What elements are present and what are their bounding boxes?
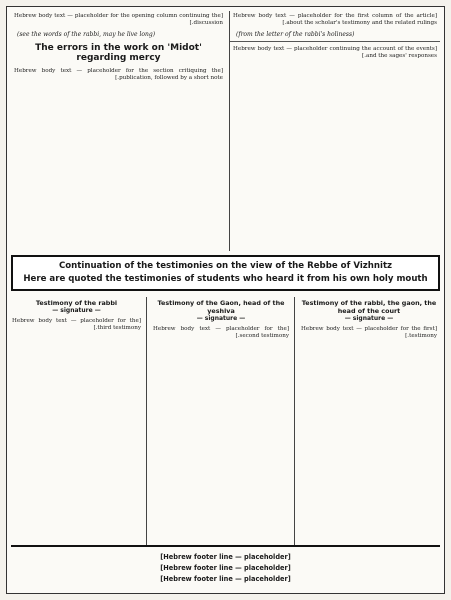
section-heading: The errors in the work on 'Midot' regarding mercy — [35, 42, 202, 63]
testimony-3-heading: Testimony of the rabbi — [35, 299, 118, 307]
banner-line-2: Here are quoted the testimonies of students who heard it from his own holy mouth — [23, 274, 428, 284]
footer-notice — [11, 545, 440, 589]
testimony-column-2 — [150, 297, 292, 545]
banner-line-1: Continuation of the testimonies on the view of the Rebbe of Vizhnitz — [58, 261, 393, 271]
footer-line-2: [Hebrew footer line — placeholder] — [160, 563, 291, 572]
banner-headline — [11, 255, 440, 291]
upper-right-paragraph: [Hebrew body text — placeholder for the first column of the article about the scholar's testimony and the related rulings.] — [231, 13, 437, 27]
column-divider — [229, 11, 230, 251]
testimony-2-heading: Testimony of the Gaon, head of the yeshiva — [157, 299, 285, 315]
column-divider — [146, 297, 147, 545]
column-divider — [294, 297, 295, 545]
testimony-column-3 — [9, 297, 144, 545]
newspaper-page — [6, 6, 445, 594]
testimony-1-text: [Hebrew body text — placeholder for the first testimony.] — [299, 326, 437, 340]
testimony-3-signature: — signature — — [52, 307, 101, 314]
upper-left-paragraph-2: [Hebrew body text — placeholder for the section critiquing the publication, followed by a short note.] — [12, 67, 223, 82]
footer-line-1: [Hebrew footer line — placeholder] — [160, 552, 291, 561]
testimony-3-text: [Hebrew body text — placeholder for the third testimony.] — [10, 318, 141, 332]
testimony-1-heading: Testimony of the rabbi, the gaon, the head of the court — [301, 299, 437, 315]
lower-section — [11, 297, 440, 545]
upper-section — [11, 11, 440, 251]
upper-right-column — [230, 11, 440, 251]
upper-left-caption: (see the words of the rabbi, may he live long) — [17, 30, 156, 38]
upper-right-paragraph-2: [Hebrew body text — placeholder continuing the account of the events and the sages' responses.] — [231, 45, 437, 60]
upper-left-paragraph: [Hebrew body text — placeholder for the opening column continuing the discussion.] — [12, 13, 223, 27]
testimony-2-signature: — signature — — [196, 315, 246, 322]
upper-left-column — [11, 11, 226, 251]
testimony-2-text: [Hebrew body text — placeholder for the second testimony.] — [151, 326, 289, 340]
testimony-1-signature: — signature — — [344, 315, 394, 322]
divider — [230, 41, 440, 42]
testimony-column-1 — [298, 297, 440, 545]
upper-right-caption: (from the letter of the rabbi's holiness) — [236, 30, 355, 38]
footer-line-3: [Hebrew footer line — placeholder] — [160, 574, 291, 583]
